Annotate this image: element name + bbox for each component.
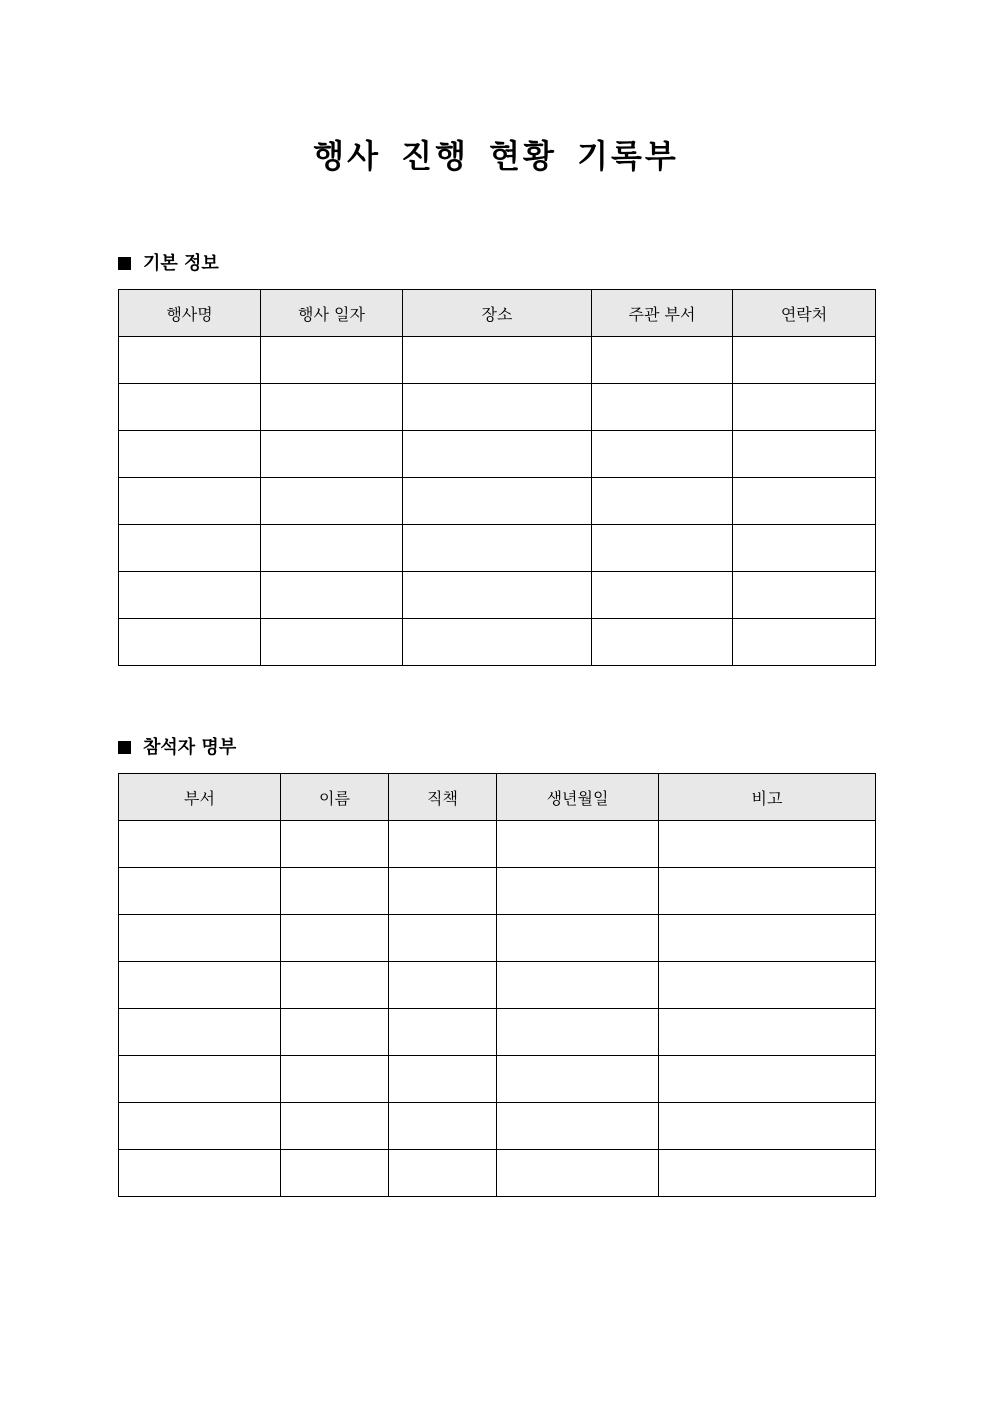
square-bullet-icon (118, 741, 131, 754)
table-cell[interactable] (119, 337, 261, 384)
table-cell[interactable] (119, 821, 281, 868)
table-cell[interactable] (119, 1056, 281, 1103)
column-header-venue: 장소 (403, 290, 592, 337)
table-cell[interactable] (389, 1150, 497, 1197)
table-cell[interactable] (592, 572, 733, 619)
table-cell[interactable] (389, 1103, 497, 1150)
table-cell[interactable] (119, 525, 261, 572)
table-cell[interactable] (119, 384, 261, 431)
table-cell[interactable] (281, 1150, 389, 1197)
table-cell[interactable] (261, 525, 403, 572)
table-cell[interactable] (497, 1103, 659, 1150)
table-cell[interactable] (261, 478, 403, 525)
attendee-table (118, 773, 876, 1197)
table-cell[interactable] (659, 868, 876, 915)
table-cell[interactable] (592, 525, 733, 572)
table-cell[interactable] (592, 384, 733, 431)
table-cell[interactable] (261, 431, 403, 478)
table-cell[interactable] (497, 1150, 659, 1197)
table-cell[interactable] (733, 337, 876, 384)
table-cell[interactable] (659, 821, 876, 868)
table-cell[interactable] (261, 572, 403, 619)
table-cell[interactable] (497, 1056, 659, 1103)
table-cell[interactable] (389, 868, 497, 915)
table-cell[interactable] (592, 478, 733, 525)
table-cell[interactable] (261, 619, 403, 666)
table-cell[interactable] (733, 525, 876, 572)
table-row (119, 478, 876, 525)
table-row (119, 1009, 876, 1056)
table-cell[interactable] (659, 1009, 876, 1056)
table-cell[interactable] (389, 915, 497, 962)
table-cell[interactable] (119, 478, 261, 525)
square-bullet-icon (118, 257, 131, 270)
table-cell[interactable] (403, 525, 592, 572)
table-cell[interactable] (281, 915, 389, 962)
table-cell[interactable] (281, 1056, 389, 1103)
table-row (119, 619, 876, 666)
table-cell[interactable] (389, 821, 497, 868)
table-row (119, 1056, 876, 1103)
table-row (119, 337, 876, 384)
table-cell[interactable] (403, 478, 592, 525)
table-cell[interactable] (403, 431, 592, 478)
column-header-contact: 연락처 (733, 290, 876, 337)
table-row (119, 431, 876, 478)
table-row (119, 525, 876, 572)
table-cell[interactable] (659, 1103, 876, 1150)
table-row (119, 572, 876, 619)
table-cell[interactable] (119, 431, 261, 478)
section-heading-basic-info (118, 252, 219, 276)
table-row (119, 821, 876, 868)
page-title: 행사 진행 현황 기록부 (313, 137, 679, 175)
table-row (119, 962, 876, 1009)
column-header-name: 이름 (281, 774, 389, 821)
table-cell[interactable] (261, 337, 403, 384)
table-cell[interactable] (119, 619, 261, 666)
table-header-row (119, 774, 876, 821)
table-cell[interactable] (403, 572, 592, 619)
table-cell[interactable] (281, 1009, 389, 1056)
table-cell[interactable] (119, 915, 281, 962)
table-cell[interactable] (659, 1150, 876, 1197)
column-header-remarks: 비고 (659, 774, 876, 821)
table-row (119, 868, 876, 915)
table-cell[interactable] (403, 384, 592, 431)
table-cell[interactable] (119, 1009, 281, 1056)
table-cell[interactable] (119, 1150, 281, 1197)
column-header-birthdate: 생년월일 (497, 774, 659, 821)
table-cell[interactable] (733, 384, 876, 431)
table-cell[interactable] (119, 1103, 281, 1150)
column-header-event-date: 행사 일자 (261, 290, 403, 337)
section-heading-label: 참석자 명부 (143, 737, 237, 758)
column-header-event-name: 행사명 (119, 290, 261, 337)
table-cell[interactable] (659, 962, 876, 1009)
table-cell[interactable] (592, 619, 733, 666)
table-cell[interactable] (659, 915, 876, 962)
column-header-position: 직책 (389, 774, 497, 821)
table-cell[interactable] (497, 962, 659, 1009)
table-cell[interactable] (119, 868, 281, 915)
table-cell[interactable] (733, 431, 876, 478)
column-header-department: 부서 (119, 774, 281, 821)
table-cell[interactable] (497, 1009, 659, 1056)
table-row (119, 915, 876, 962)
table-cell[interactable] (733, 572, 876, 619)
table-cell[interactable] (497, 821, 659, 868)
table-cell[interactable] (281, 821, 389, 868)
table-cell[interactable] (281, 962, 389, 1009)
table-cell[interactable] (733, 478, 876, 525)
section-heading-label: 기본 정보 (143, 253, 219, 274)
table-cell[interactable] (497, 868, 659, 915)
basic-info-table (118, 289, 876, 666)
column-header-organizing-dept: 주관 부서 (592, 290, 733, 337)
table-row (119, 384, 876, 431)
table-cell[interactable] (403, 337, 592, 384)
table-cell[interactable] (119, 572, 261, 619)
table-cell[interactable] (733, 619, 876, 666)
table-cell[interactable] (261, 384, 403, 431)
table-cell[interactable] (281, 868, 389, 915)
table-cell[interactable] (119, 962, 281, 1009)
table-cell[interactable] (281, 1103, 389, 1150)
table-header-row (119, 290, 876, 337)
table-cell[interactable] (497, 915, 659, 962)
table-cell[interactable] (389, 1056, 497, 1103)
section-heading-attendees (118, 736, 236, 760)
table-cell[interactable] (389, 962, 497, 1009)
table-cell[interactable] (389, 1009, 497, 1056)
table-cell[interactable] (592, 431, 733, 478)
table-cell[interactable] (659, 1056, 876, 1103)
table-cell[interactable] (403, 619, 592, 666)
table-cell[interactable] (592, 337, 733, 384)
table-row (119, 1150, 876, 1197)
table-row (119, 1103, 876, 1150)
